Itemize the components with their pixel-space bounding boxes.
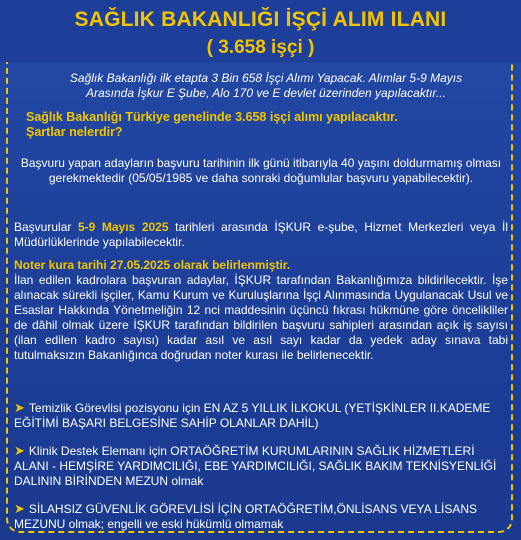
bullet-clinical-support [14, 443, 508, 489]
noter-heading: Noter kura tarihi 27.05.2025 olarak belirlenmiştir. [14, 258, 291, 272]
question-text [26, 110, 506, 140]
arrow-right-icon: ➤ [14, 400, 25, 415]
noter-paragraph [14, 258, 508, 363]
bullet-text: Temizlik Görevlisi pozisyonu için EN AZ 5 YILLIK İLKOKUL (YETİŞKİNLER II.KADEME EĞİTİMİ BAŞARI BELGESİNE SAHİP OLANLAR DAHİL) [14, 401, 491, 430]
question-line-2: Şartlar nelerdir? [26, 125, 123, 139]
intro-line-2: Arasında İşkur E Şube, Alo 170 ve E devlet üzerinden yapılacaktır... [86, 86, 446, 100]
arrow-right-icon: ➤ [14, 443, 25, 458]
bullet-text: Klinik Destek Elemanı için ORTAÖĞRETİM KURUMLARININ SAĞLIK HİZMETLERİ ALANI - HEMŞİRE YARDIMCILIĞI, EBE YARDIMCILIĞI, SAĞLIK BAKIM TEKNİSYENLİĞİ DALININ BİRİNDEN MEZUN olmak [14, 444, 497, 488]
noter-body: İlan edilen kadrolara başvuran adaylar, İŞKUR tarafından Bakanlığımıza bildirilecektir. İşe alınacak sürekli işçiler, Kamu Kurum ve Kuruluşlarına İşçi Alınmasında Uygulanacak Usul ve Esaslar Hakkında Yönetmeliğin 12 nci maddesinin üçüncü fıkrası hükmüne göre öncelikliler de dâhil olmak üzere İŞKUR tarafından bildirilen başvuru sahipleri arasından açık iş sayısı (ilan edilen kadro sayısı) kadar asıl ve asıl sayı kadar da yedek aday sınava tabi tutulmaksızın Bakanlığınca doğrudan noter kurası ile belirlenecektir. [14, 273, 508, 362]
bullet-cleaning-staff [14, 400, 508, 431]
bullet-text: SİLAHSIZ GÜVENLİK GÖREVLİSİ İÇİN ORTAÖĞRETİM,ÖNLİSANS VEYA LİSANS MEZUNU olmak; engelli ve eski hükümlü olmamak [14, 502, 478, 531]
bullet-security-guard [14, 501, 508, 532]
intro-line-1: Sağlık Bakanlığı ilk etapta 3 Bin 658 İşçi Alımı Yapacak. Alımlar 5-9 Mayıs [69, 71, 463, 85]
application-dates-highlight: 5-9 Mayıs 2025 [77, 220, 169, 234]
intro-text [26, 71, 506, 101]
application-dates-pre: Başvurular [14, 220, 78, 234]
question-line-1: Sağlık Bakanlığı Türkiye genelinde 3.658 işçi alımı yapılacaktır. [26, 110, 398, 124]
application-dates-post: tarihleri arasında İŞKUR e-şube, Hizmet Merkezleri veya İl Müdürlüklerinde yapılabilecektir. [14, 220, 508, 249]
application-dates-paragraph [14, 220, 508, 250]
page-subtitle: ( 3.658 işçi ) [206, 37, 315, 58]
age-requirement-paragraph: Başvuru yapan adayların başvuru tarihinin ilk günü itibarıyla 40 yaşını doldurmamış olması gerekmektedir (05/05/1985 ve daha sonraki doğumlular başvuru yapabilecektir). [20, 156, 502, 185]
page-title: SAĞLIK BAKANLIĞI İŞÇİ ALIM ILANI [74, 8, 447, 31]
arrow-right-icon: ➤ [14, 501, 25, 516]
